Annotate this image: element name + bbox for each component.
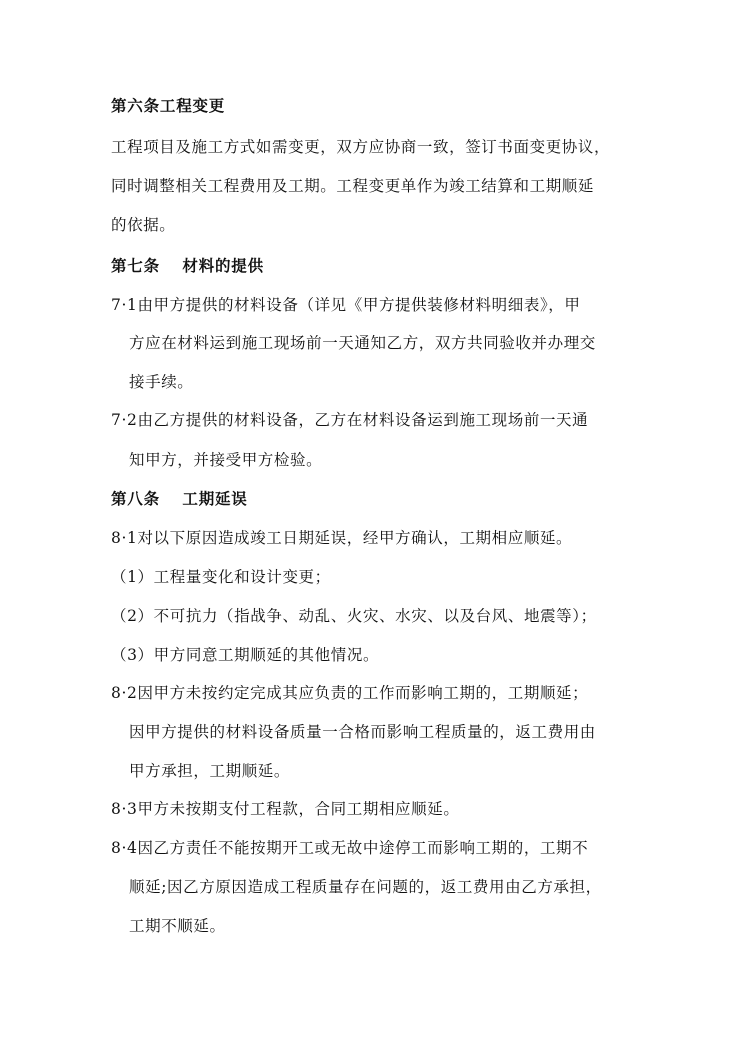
list-item-1: （1）工程量变化和设计变更； <box>111 568 331 586</box>
clause-8-3: 8·3甲方未按期支付工程款，合同工期相应顺延。 <box>111 800 460 818</box>
list-item-2: （2）不可抗力（指战争、动乱、火灾、水灾、以及台风、地震等）； <box>111 607 597 625</box>
list-item-3: （3）甲方同意工期顺延的其他情况。 <box>111 646 380 664</box>
article-7-heading: 第七条 材料的提供 <box>111 256 264 275</box>
article-6-line-2: 同时调整相关工程费用及工期。工程变更单作为竣工结算和工期顺延 <box>111 177 595 195</box>
clause-7-2-line-1: 7·2由乙方提供的材料设备，乙方在材料设备运到施工现场前一天通 <box>111 411 589 429</box>
clause-8-4-line-1: 8·4因乙方责任不能按期开工或无故中途停工而影响工期的，工期不 <box>111 839 589 857</box>
clause-7-2-line-2: 知甲方，并接受甲方检验。 <box>129 451 323 469</box>
clause-8-1: 8·1对以下原因造成竣工日期延误，经甲方确认，工期相应顺延。 <box>111 529 573 547</box>
article-6-line-1: 工程项目及施工方式如需变更，双方应协商一致，签订书面变更协议， <box>111 138 611 156</box>
clause-8-2-line-1: 8·2因甲方未按约定完成其应负责的工作而影响工期的，工期顺延； <box>111 684 589 702</box>
clause-7-1-line-3: 接手续。 <box>129 373 194 391</box>
article-6-line-3: 的依据。 <box>111 216 176 234</box>
article-8-heading: 第八条 工期延误 <box>111 489 248 508</box>
clause-8-4-line-2: 顺延;因乙方原因造成工程质量存在问题的，返工费用由乙方承担， <box>129 878 602 896</box>
article-6-heading: 第六条工程变更 <box>111 96 226 115</box>
clause-8-4-line-3: 工期不顺延。 <box>129 917 226 935</box>
clause-7-1-line-2: 方应在材料运到施工现场前一天通知乙方，双方共同验收并办理交 <box>129 334 596 352</box>
clause-8-2-line-3: 甲方承担，工期顺延。 <box>129 762 291 780</box>
clause-7-1-line-1: 7·1由甲方提供的材料设备（详见《甲方提供装修材料明细表》，甲 <box>111 296 581 314</box>
clause-8-2-line-2: 因甲方提供的材料设备质量一合格而影响工程质量的，返工费用由 <box>129 723 596 741</box>
